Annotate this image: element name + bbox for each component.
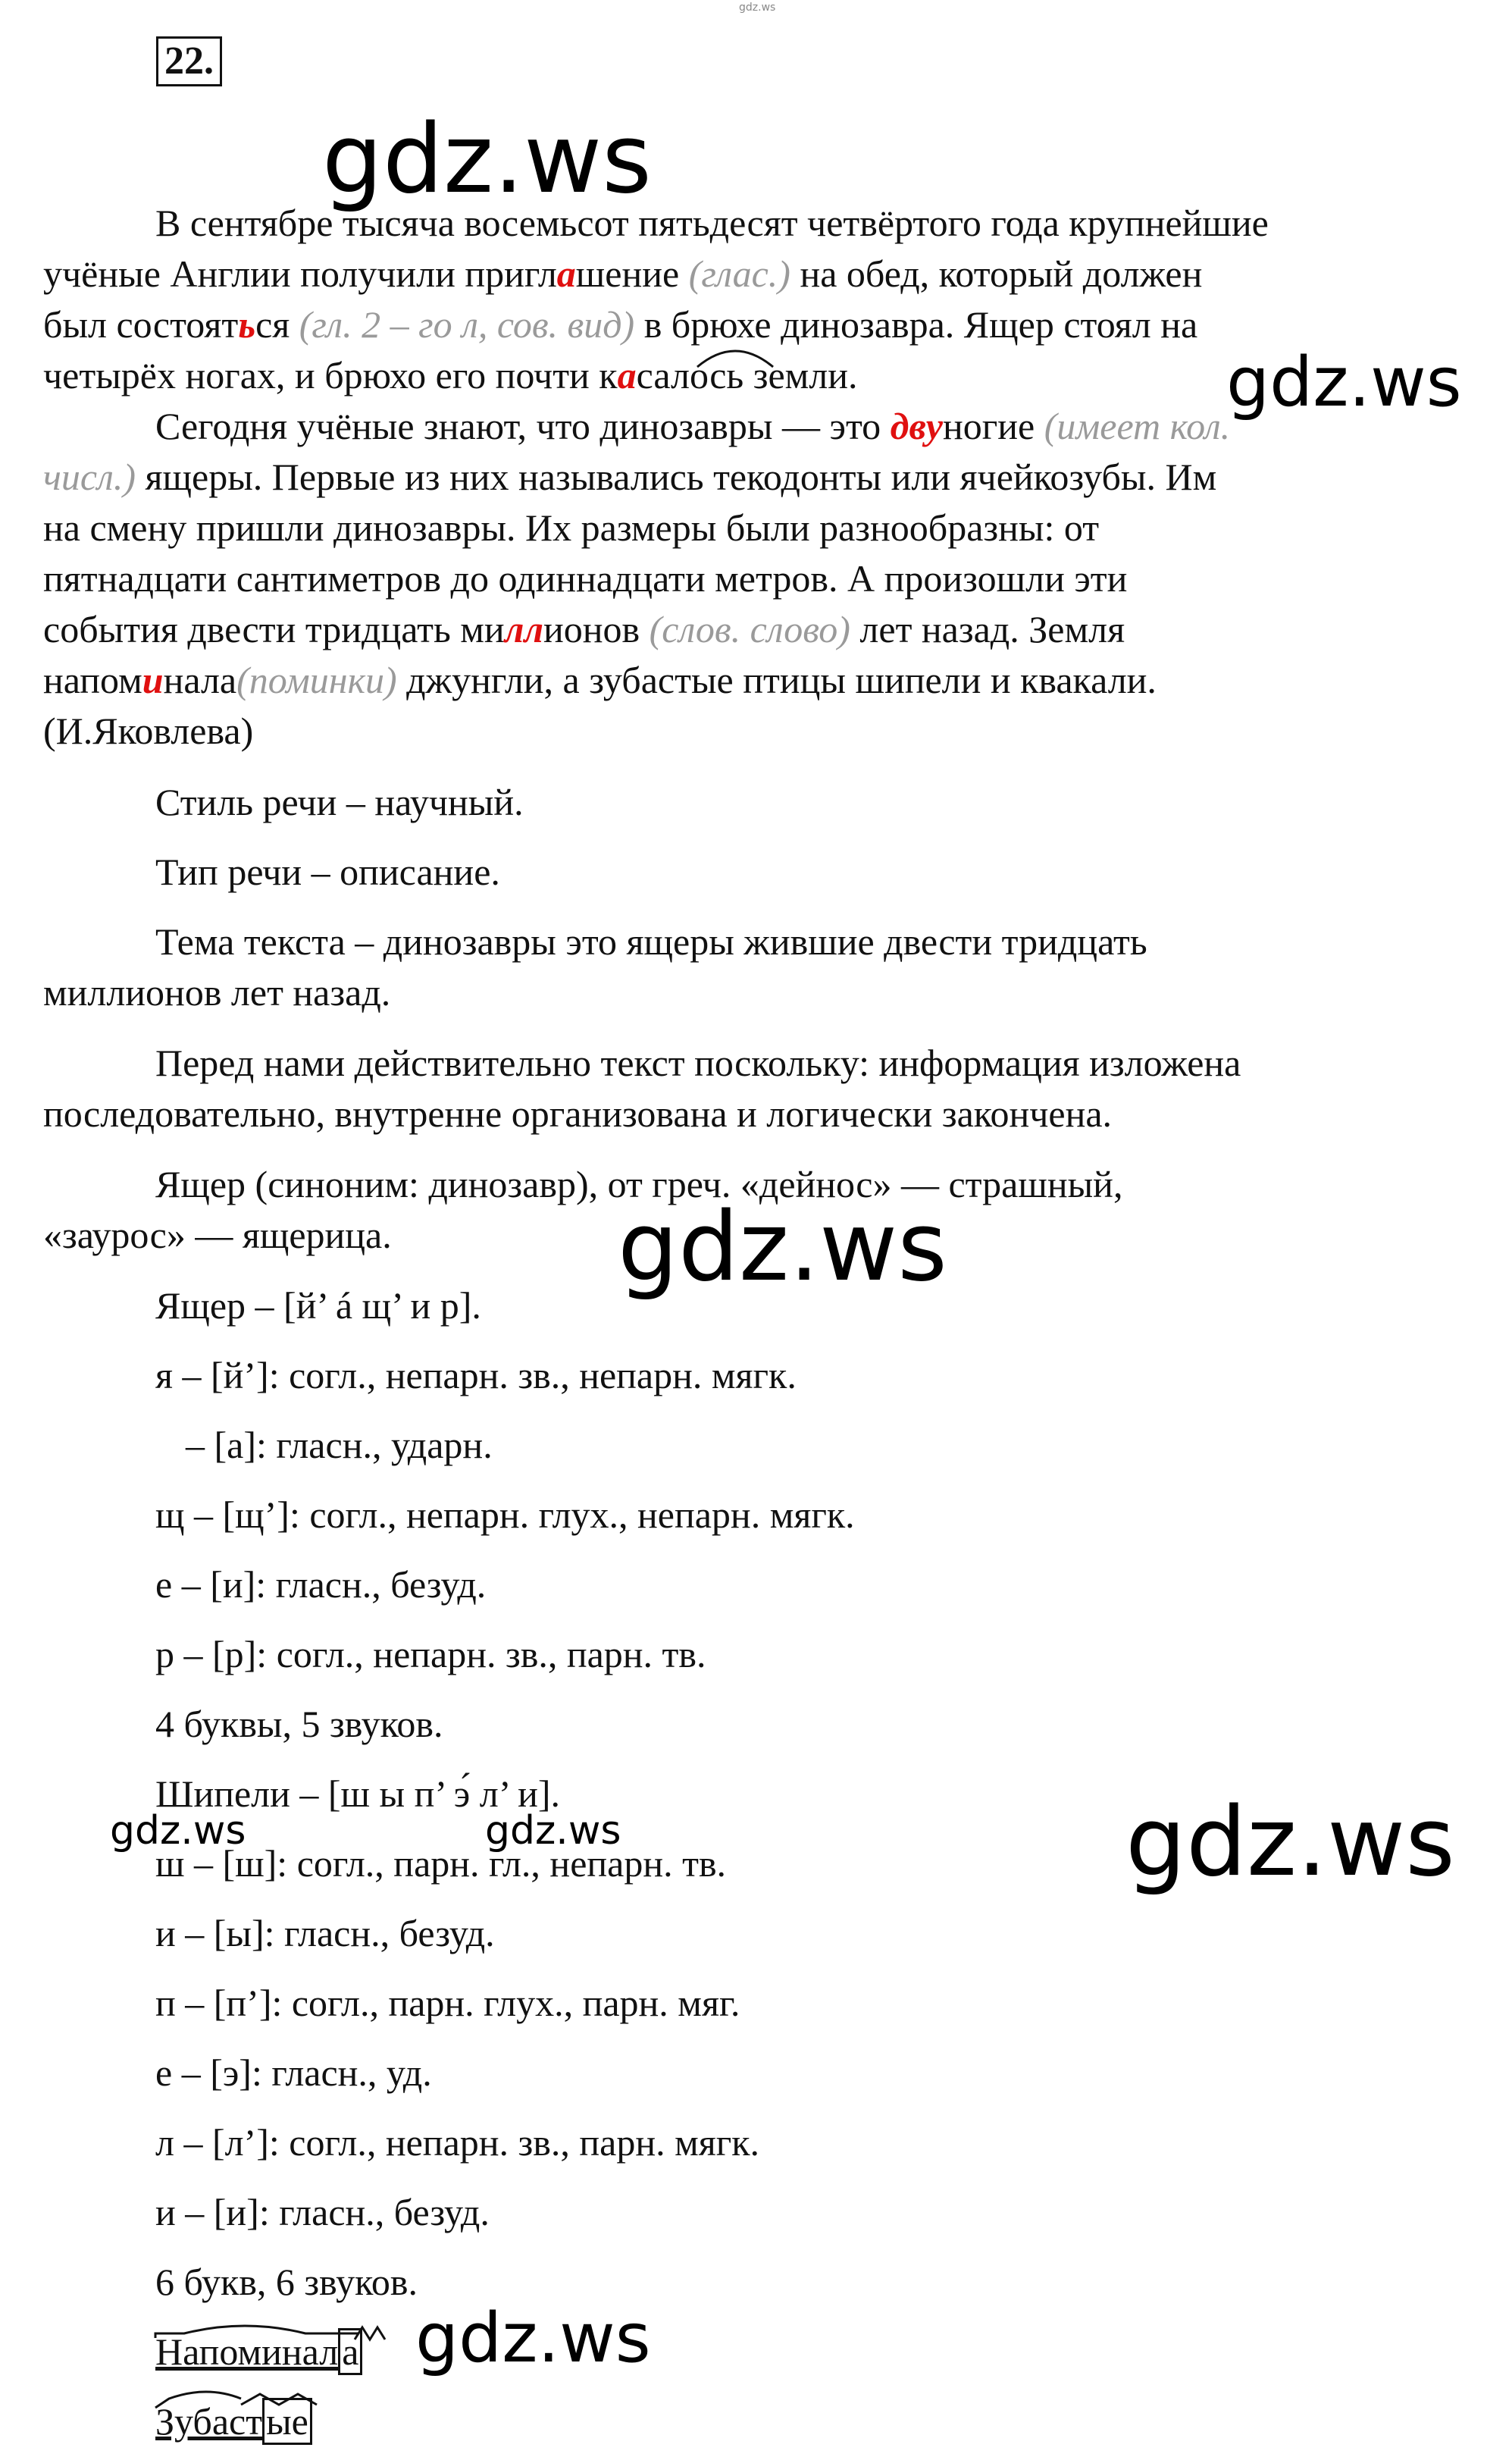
watermark-logo: gdz.ws xyxy=(110,1808,246,1854)
phonetic-line: ш – [ш]: согл., парн. гл., непарн. тв. xyxy=(155,1842,727,1885)
phonetic-line: л – [л’]: согл., непарн. зв., парн. мягк. xyxy=(155,2121,760,2164)
speech-type: Тип речи – описание. xyxy=(155,851,500,893)
text-line: (И.Яковлева) xyxy=(43,710,254,752)
text-line: пятнадцати сантиметров до одиннадцати метров. А произошли эти xyxy=(43,557,1128,600)
text-theme-line: Тема текста – динозавры это ящеры жившие двести тридцать xyxy=(155,920,1147,963)
text-line: учёные Англии получили приглашение (глас.) на обед, который должен xyxy=(43,252,1203,295)
text-proof-line: Перед нами действительно текст поскольку: информация изложена xyxy=(155,1042,1241,1084)
morpheme-word: Напоминал а xyxy=(155,2326,362,2377)
watermark-logo: gdz.ws xyxy=(1226,343,1462,422)
phonetic-line: е – [и]: гласн., безуд. xyxy=(155,1563,487,1606)
text-line: на смену пришли динозавры. Их размеры были разнообразны: от xyxy=(43,506,1100,549)
speech-style: Стиль речи – научный. xyxy=(155,781,524,823)
text-line: четырёх ногах, и брюхо его почти касалось земли. xyxy=(43,354,858,396)
text-line: был состояться (гл. 2 – го л, сов. вид) в брюхе динозавра. Ящер стоял на xyxy=(43,303,1198,346)
watermark-logo: gdz.ws xyxy=(485,1808,621,1854)
phonetic-line: и – [ы]: гласн., безуд. xyxy=(155,1912,495,1954)
top-watermark-mark: gdz.ws xyxy=(739,2,776,14)
morpheme-word: Зубаст ые xyxy=(155,2396,312,2447)
root-arc-mark xyxy=(693,341,777,371)
phonetic-line: е – [э]: гласн., уд. xyxy=(155,2051,432,2094)
phonetic-summary: 6 букв, 6 звуков. xyxy=(155,2261,418,2303)
watermark-logo: gdz.ws xyxy=(1125,1786,1455,1898)
text-line: события двести тридцать миллионов (слов. слово) лет назад. Земля xyxy=(43,608,1125,650)
text-line: В сентябре тысяча восемьсот пятьдесят четвёртого года крупнейшие xyxy=(155,202,1269,244)
phonetic-line: и – [и]: гласн., безуд. xyxy=(155,2191,490,2233)
watermark-logo: gdz.ws xyxy=(618,1191,947,1302)
text-line: напоминала(поминки) джунгли, а зубастые птицы шипели и квакали. xyxy=(43,659,1157,701)
synonym-line: Ящер (синоним: динозавр), от греч. «дейнос» — страшный, xyxy=(155,1163,1123,1205)
text-proof-line: последовательно, внутренне организована и логически закончена. xyxy=(43,1092,1113,1135)
phonetic-line: я – [й’]: согл., непарн. зв., непарн. мягк. xyxy=(155,1354,797,1396)
phonetic-line: Шипели – [ш ы п’ э́ л’ и]. xyxy=(155,1772,561,1815)
phonetic-line: – [а]: гласн., ударн. xyxy=(186,1424,493,1466)
text-line: числ.) ящеры. Первые из них назывались текодонты или ячейкозубы. Им xyxy=(43,456,1217,498)
watermark-logo: gdz.ws xyxy=(322,103,652,215)
phonetic-line: р – [р]: согл., непарн. зв., парн. тв. xyxy=(155,1633,706,1675)
text-line: Сегодня учёные знают, что динозавры — это двуногие (имеет кол. xyxy=(155,405,1231,447)
phonetic-line: Ящер – [й’ á щ’ и р]. xyxy=(155,1284,481,1327)
text-theme-line: миллионов лет назад. xyxy=(43,971,391,1014)
watermark-logo: gdz.ws xyxy=(415,2299,651,2378)
phonetic-summary: 4 буквы, 5 звуков. xyxy=(155,1703,443,1745)
phonetic-line: щ – [щ’]: согл., непарн. глух., непарн. мягк. xyxy=(155,1493,855,1536)
phonetic-line: п – [п’]: согл., парн. глух., парн. мяг. xyxy=(155,1982,740,2024)
synonym-line: «заурос» — ящерица. xyxy=(43,1214,392,1256)
root-arc-mark xyxy=(154,2382,396,2412)
task-number-badge: 22. xyxy=(156,36,222,86)
root-arc-mark xyxy=(154,2314,396,2344)
